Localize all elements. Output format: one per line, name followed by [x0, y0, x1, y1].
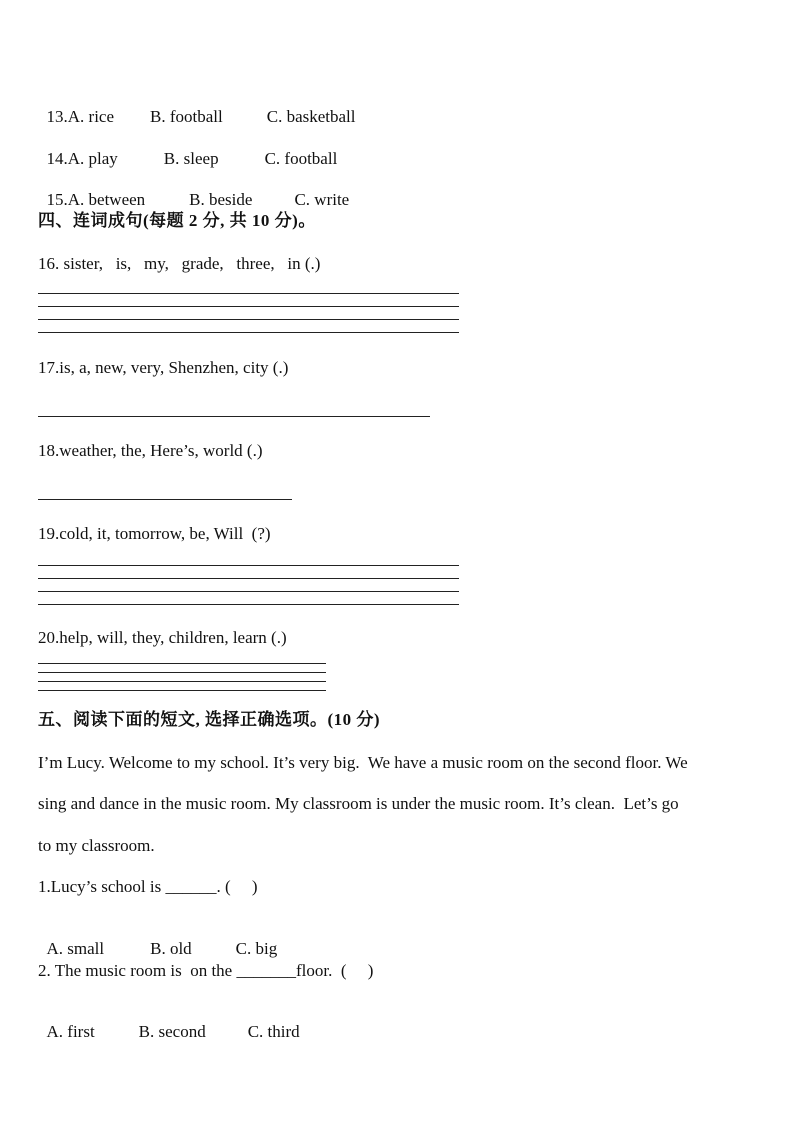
reading-question-1-option-a: A. small [46, 939, 105, 958]
answer-line [38, 319, 459, 320]
answer-line [38, 578, 459, 579]
reading-question-1: 1.Lucy’s school is ______. ( ) [38, 877, 258, 896]
reading-question-2: 2. The music room is on the _______floor. ( ) [38, 961, 374, 980]
answer-line [38, 332, 459, 333]
answer-line [38, 663, 326, 664]
passage-line-1: I’m Lucy. Welcome to my school. It’s very big. We have a music room on the second floor. We [38, 753, 688, 772]
question-17: 17.is, a, new, very, Shenzhen, city (.) [38, 358, 289, 377]
reading-question-1-option-c: C. big [235, 939, 278, 958]
reading-question-1-option-b: B. old [150, 939, 192, 958]
question-13-option-b: B. football [150, 107, 223, 126]
answer-line [38, 565, 459, 566]
question-15-option-c: C. write [294, 190, 350, 209]
question-16: 16. sister, is, my, grade, three, in (.) [38, 254, 321, 273]
question-13-option-c: C. basketball [266, 107, 356, 126]
question-14-option-a: A. play [67, 149, 118, 168]
question-20: 20.help, will, they, children, learn (.) [38, 628, 287, 647]
reading-question-2-option-b: B. second [138, 1022, 206, 1041]
answer-line [38, 690, 326, 691]
question-18: 18.weather, the, Here’s, world (.) [38, 441, 263, 460]
answer-line [38, 591, 459, 592]
answer-line [38, 672, 326, 673]
answer-line [38, 306, 459, 307]
answer-line [38, 604, 459, 605]
question-15-option-a: A. between [67, 190, 146, 209]
question-15-number: 15. [46, 190, 68, 209]
question-13 [38, 87, 356, 127]
question-13-number: 13. [46, 107, 68, 126]
answer-line [38, 499, 292, 500]
question-19: 19.cold, it, tomorrow, be, Will (?) [38, 524, 271, 543]
answer-line [38, 416, 430, 417]
section-5-heading: 五、阅读下面的短文, 选择正确选项。(10 分) [38, 710, 381, 729]
question-13-option-a: A. rice [67, 107, 115, 126]
question-15-option-b: B. beside [189, 190, 253, 209]
passage-line-3: to my classroom. [38, 836, 155, 855]
answer-line [38, 681, 326, 682]
section-4-heading: 四、连词成句(每题 2 分, 共 10 分)。 [38, 211, 316, 230]
question-15 [38, 170, 349, 210]
reading-question-1-options [38, 919, 277, 959]
reading-question-2-option-a: A. first [46, 1022, 95, 1041]
reading-question-2-options [38, 1002, 300, 1042]
question-14-option-b: B. sleep [163, 149, 219, 168]
reading-question-2-option-c: C. third [247, 1022, 300, 1041]
answer-line [38, 293, 459, 294]
passage-line-2: sing and dance in the music room. My classroom is under the music room. It’s clean. Let’s go [38, 794, 679, 813]
question-14-number: 14. [46, 149, 68, 168]
question-14 [38, 129, 337, 169]
question-14-option-c: C. football [264, 149, 338, 168]
